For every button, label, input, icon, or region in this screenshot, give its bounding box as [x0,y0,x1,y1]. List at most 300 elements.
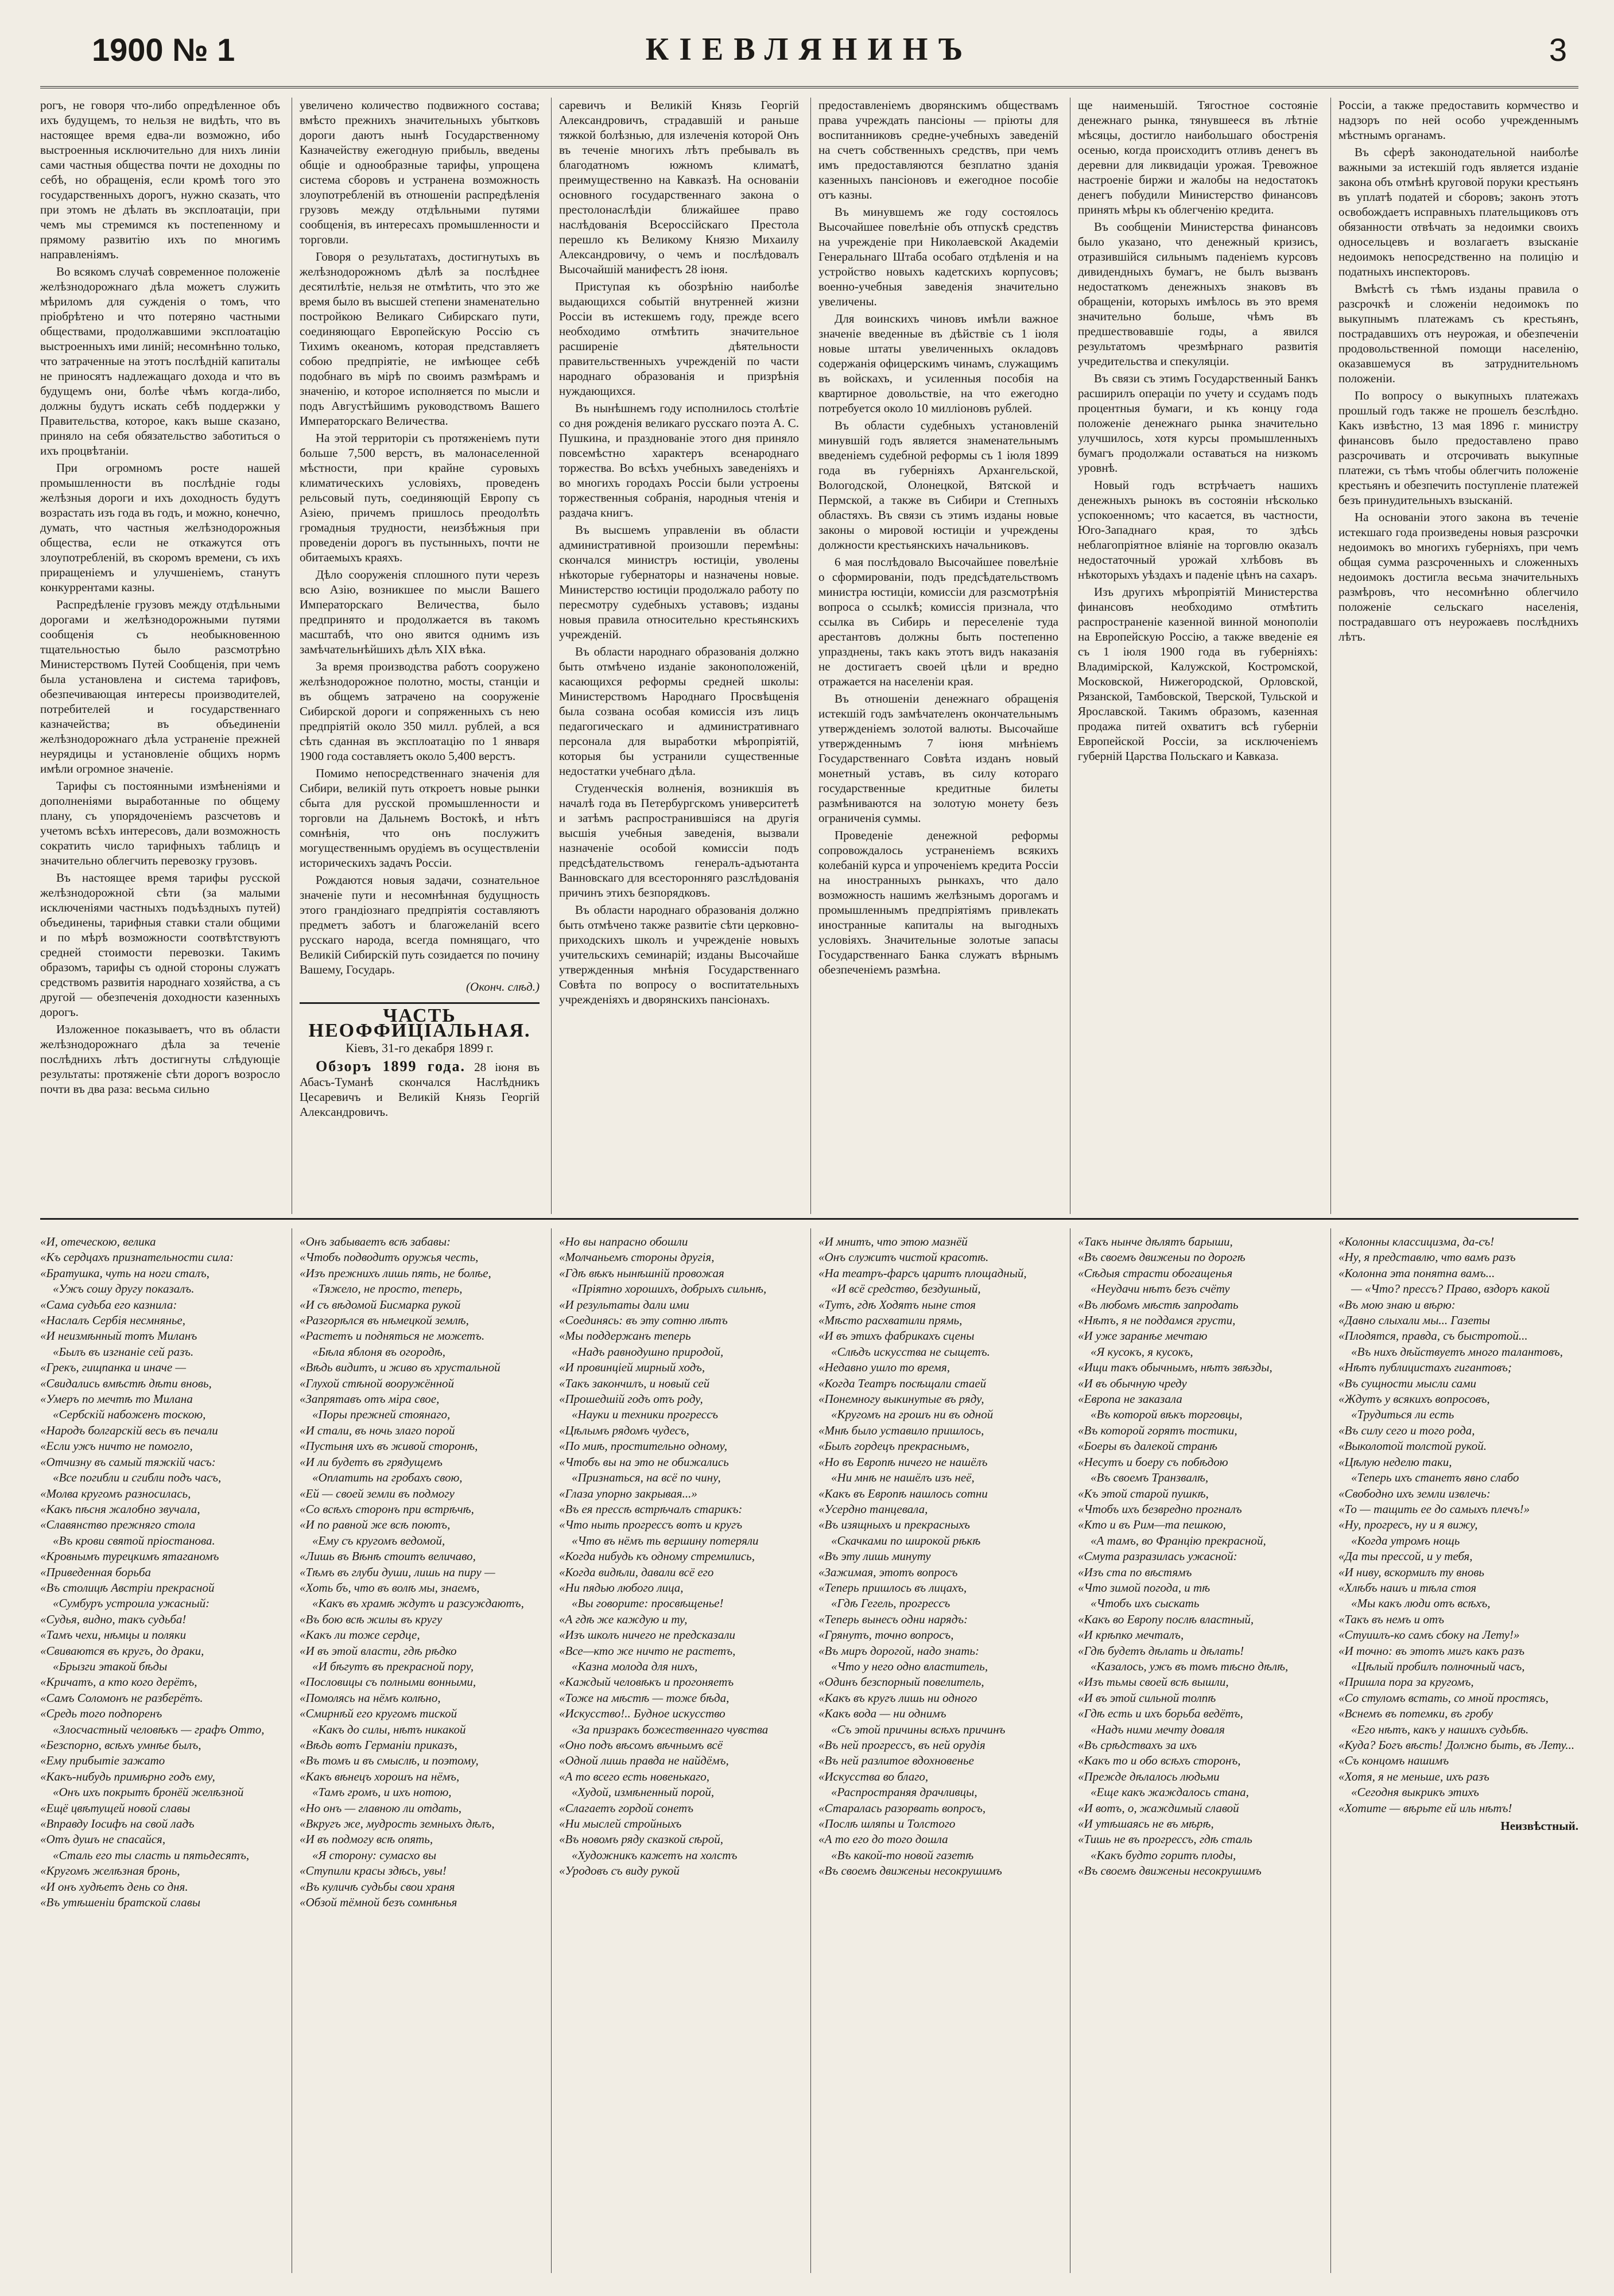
verse-line: «И ли будетъ въ грядущемъ [300,1455,443,1469]
verse-line: «Мы какъ люди отъ всѣхъ, [1351,1596,1491,1611]
verse-line: «Брызги этакой бѣды [53,1659,168,1673]
article-paragraph: (Оконч. слѣд.) [466,980,540,994]
verse-line: «Гдѣ Гегель, прогрессъ [831,1596,950,1611]
verse-line: «И въ этой власти, гдѣ рѣдко [300,1643,457,1658]
verse-line: «Уродовъ съ виду рукой [559,1864,680,1878]
verse-line: «Отчизну въ самый тяжкій часъ: [40,1455,216,1469]
verse-line: «Въ бою всѣ жилы въ кругу [300,1612,443,1626]
verse-line: «Что зимой погода, и тѣ [1078,1580,1210,1595]
verse-line: «Цѣлую неделю таки, [1338,1455,1452,1469]
verse-line: «Тѣмъ въ глуби души, лишь на пиру — [300,1565,495,1579]
verse-line: «Въ столицѣ Австріи прекрасной [40,1580,215,1595]
verse-line: «По миѣ, простительно одному, [559,1439,728,1453]
verse-line: «Куда? Богъ вѣсть! Должно быть, въ Лету... [1338,1738,1575,1752]
verse-line: «А гдѣ же каждую и ту, [559,1612,688,1626]
verse-line: «И бѣгутъ въ прекрасной пору, [312,1659,474,1673]
verse-line: «И утѣшаясь не въ мѣрѣ, [1078,1817,1214,1831]
verse-line: «Въ куличѣ судьбы свои храня [300,1879,455,1894]
verse-line: «Помолясь на нёмъ колѣно, [300,1690,441,1705]
verse-line: «Средь того подпоренъ [40,1707,162,1721]
verse-line: «Кричатъ, а кто кого дерётъ, [40,1675,197,1689]
verse-line: «И по равной же всѣ поютъ, [300,1518,451,1532]
article-columns [40,98,1578,1211]
verse-line: «Молчаньемъ стороны другія, [559,1250,715,1265]
verse-line: «Сѣдыя страсти обогащенья [1078,1266,1233,1280]
verse-line: «Вкругъ же, мудрость земныхъ дѣлъ, [300,1817,495,1831]
verse-line: «И въ подмогу всѣ опять, [300,1832,433,1847]
verse-line: «Какъ вода — ни однимъ [818,1707,946,1721]
verse-line: «И неизмѣнный тотъ Миланъ [40,1329,197,1343]
article-paragraph: Говоря о результатахъ, достигнутыхъ въ желѣзнодорожномъ дѣлѣ за послѣднее десятилѣтіе, нельзя не отмѣтить, что это же время было въ высшей степени знаменательно постройкою Великаго Сибирскаго пути, соединяющаго Европейскую Россію съ Тихимъ океаномъ, которая представляетъ собою предпріятіе, не имѣющее себѣ подобнаго въ мірѣ по своимъ размѣрамъ и значенію, и которое исполняется по мысли и подъ Августѣйшимъ руководствомъ Вашего Императорскаго Величества. [300,250,540,428]
verse-line: «Оплатить на гробахъ свою, [312,1471,463,1485]
verse-line: «Изъ школъ ничего не предсказали [559,1628,735,1642]
article-paragraph: Рождаются новыя задачи, сознательное значеніе пути и несомнѣнная будущность этого грандіознаго предпріятія составляютъ предметъ заботъ и благожеланій всего русскаго народа, всегда помнящаго, что Великій Сибирскій путь созидается по почину Вашему, Государь. [300,873,540,976]
verse-line: «Когда видѣли, давали всё его [559,1565,714,1579]
verse-line: «Ни пядью любого лица, [559,1580,684,1595]
verse-line: «Его нѣтъ, какъ у нашихъ судьбѣ. [1351,1722,1529,1736]
verse-line: «Чтобъ подводитъ оружья честь, [300,1250,479,1265]
verse-line: «Свидались вмѣстѣ дѣти вновь, [40,1376,212,1390]
article-paragraph: Въ области народнаго образованія должно быть отмѣчено также развитіе сѣти церковно-приходскихъ школъ и учрежденіе новыхъ учительскихъ семинарій; изданы Высочайше утвержденныя мнѣнія Государственнаго Совѣта по вопросу о воспитательныхъ учрежденіяхъ и дворянскихъ пансіонахъ. [559,903,799,1006]
verse-line: «Стуиилъ-ко самъ сбоку на Лету!» [1338,1628,1520,1642]
verse-line: «Въ силу сего и того рода, [1338,1423,1475,1437]
verse-line: «Сербскій набоженъ тоскою, [53,1407,206,1422]
verse-line: «Какъ въ Европѣ нашлось сотни [818,1486,988,1500]
verse-line: «Когда Театръ посѣщали стаей [818,1376,987,1390]
verse-line: «Но въ Европѣ ничего не нашёлъ [818,1455,988,1469]
verse-column-4 [818,1234,1058,2273]
article-paragraph: Въ настоящее время тарифы русской желѣзнодорожной сѣти (за малыми исключеніями частныхъ подъѣздныхъ путей) объединены, тарифныя ставки стали общими и по мѣрѣ возможности соотвѣтствуютъ средней стоимости перевозки. Такимъ образомъ, тарифы съ одной стороны служатъ средствомъ развитія народнаго хозяйства, а съ другой — обезпеченія доходности казенныхъ дорогъ. [40,871,280,1019]
verse-line: «Хотите — вѣрьте ей иль нѣтъ! [1338,1801,1512,1815]
verse-line: «Ни мнѣ не нашёлъ изъ неё, [831,1471,975,1485]
verse-line: «Кругомъ желѣзная бронь, [40,1864,180,1878]
article-paragraph: Въ высшемъ управленіи въ области административной произошли перемѣны: скончался министръ юстиціи, уволены нѣкоторые губернаторы и назначены новые. Министерство юстиціи продолжало работу по пересмотру судебныхъ уставовъ; изданы новыя правила относительно крестьянскихъ учрежденій. [559,523,799,641]
verse-line: «А то его до того дошла [818,1832,948,1847]
verse-line: «Тишь не въ прогрессъ, гдѣ сталь [1078,1832,1252,1847]
verse-line: «Какъ въ кругъ лишь ни одного [818,1690,977,1705]
verse-line: «Такъ нынче дѣлятъ барыши, [1078,1235,1233,1248]
verse-line: «И точно: въ этотъ мигъ какъ разъ [1338,1643,1525,1658]
feuilleton-author: Неизвѣстный. [1500,1819,1578,1833]
article-column-5 [1078,98,1318,1211]
article-column-4 [818,98,1058,1211]
article-paragraph: Въ отношеніи денежнаго обращенія истекшій годъ замѣчателенъ окончательнымъ утвержденіемъ золотой валюты. Высочайше утвержденнымъ 7 іюня мнѣніемъ Государственнаго Совѣта изданъ новый монетный уставъ, въ силу котораго государственные кредитные билеты размѣниваются на золотую монету безъ ограниченія суммы. [818,692,1058,825]
article-paragraph: Въ минувшемъ же году состоялось Высочайшее повелѣніе объ отпускѣ средствъ на учрежденіе при Николаевской Академіи Генеральнаго Штаба особаго отдѣленія и на устройство новыхъ кадетскихъ корпусовъ; военно-учебныя заведенія значительно увеличены. [818,205,1058,308]
verse-line: «Гдѣ есть и ихъ борьба ведётъ, [1078,1707,1243,1721]
verse-line: «Онъ служитъ чистой красотѣ. [818,1250,989,1265]
article-paragraph: Въ сферѣ законодательной наиболѣе важными за истекшій годъ является изданіе закона объ отмѣнѣ круговой поруки крестьянъ въ уплатѣ податей и сборовъ; законъ этотъ освобождаетъ исправныхъ плательщиковъ отъ обязанности отвѣчать за недоимки своихъ односельцевъ и возлагаетъ взысканіе недоимокъ непосредственно на полицію и податныхъ инспекторовъ. [1338,145,1578,278]
article-paragraph: увеличено количество подвижного состава; вмѣсто прежнихъ значительныхъ убытковъ дороги даютъ нынѣ Государственному Казначейству ежегодную прибыль, введены общіе и однообразные тарифы, упрощена система сборовъ и устранена возможность злоупотребленій въ отношеніи распредѣленія грузовъ между отдѣльными путями сообщенія, въ интересахъ промышленности и торговли. [300,98,540,246]
verse-line: «Теперь вынесъ одни нарядъ: [818,1612,968,1626]
verse-line: «Распространяя драчливцы, [831,1785,977,1799]
column-rule [551,98,552,1214]
verse-line: «Въ сущности мысли сами [1338,1376,1477,1390]
article-paragraph: предоставленіемъ дворянскимъ обществамъ права учреждать пансіоны — пріюты для воспитанниковъ средне-учебныхъ заведеній на счетъ собственныхъ средствъ, при чемъ имъ предоставляются безплатно зданія казенныхъ пансіоновъ и ежегодное пособіе отъ казны. [818,98,1058,201]
verse-line: «Въ новомъ ряду сказкой сѣрой, [559,1832,724,1847]
article-paragraph: саревичъ и Великій Князь Георгій Александровичъ, страдавшій и раньше тяжкой болѣзнью, для излеченія которой Онъ въ теченіе многихъ лѣтъ пребывалъ въ благодатномъ южномъ климатѣ, преимущественно на Кавказѣ. На основаніи основного государственнаго закона о престолонаслѣдіи ближайшее право наслѣдованія Всероссійскаго Престола перешло къ Великому Князю Михаилу Александровичу, о чемъ и послѣдовалъ Высочайшій манифестъ 28 іюня. [559,98,799,276]
verse-line: «Въ которой горятъ тостики, [1078,1423,1237,1437]
verse-line: «Неудачи нѣтъ безъ счёту [1091,1282,1230,1296]
article-paragraph: Вмѣстѣ съ тѣмъ изданы правила о разсрочкѣ и сложеніи недоимокъ по выкупнымъ платежамъ съ крестьянъ, пострадавшихъ отъ неурожая, и обезпеченіи продовольственной помощи населенію, оказавшемуся въ затруднительномъ положеніи. [1338,282,1578,385]
verse-line: «Со всѣхъ сторонъ при встрѣчѣ, [300,1502,474,1516]
verse-line: «Цѣлый пробилъ полночный часъ, [1351,1659,1525,1673]
article-paragraph: По вопросу о выкупныхъ платежахъ прошлый годъ также не прошелъ безслѣдно. Какъ извѣстно, 13 мая 1896 г. министру финансовъ было предоставлено право разсрочивать и отсрочивать выкупные платежи, съ тѣмъ чтобы облегчить положеніе крестьянъ и обезпечить поступленіе платежей безъ принудительныхъ взысканій. [1338,389,1578,507]
verse-line: «Что у него одно властитель, [831,1659,988,1673]
page-header [40,23,1578,88]
verse-line: «Гдѣ будетъ дѣлать и дѣлать! [1078,1643,1244,1658]
verse-line: «Такъ закончилъ, и новый сей [559,1376,710,1390]
verse-line: «Лишь въ Вѣнѣ стоитъ величаво, [300,1549,476,1564]
review-heading: Обзоръ 1899 года. [316,1058,465,1075]
verse-line: «Какъ пѣсня жалобно звучала, [40,1502,200,1516]
verse-line: «Въ ней разлитое вдохновенье [818,1754,974,1768]
review-lead-text: 28 іюня въ Абасъ-Туманѣ скончался Наслѣдникъ Цесаревичъ и Великій Князь Георгій Александровичъ. [300,1060,540,1119]
verse-line: «Когда нибудь къ одному стремились, [559,1549,755,1564]
verse-line: «Надъ ними мечту доваля [1091,1722,1225,1736]
article-paragraph: 6 мая послѣдовало Высочайшее повелѣніе о сформированіи, подъ предсѣдательствомъ министра юстиціи, комиссіи для разсмотрѣнія вопроса о ссылкѣ; комиссія признала, что ссылка въ Сибирь и переселеніе туда арестантовъ должны быть постепенно упразднены, такъ какъ этотъ видъ наказанія не достигаетъ своей цѣли и вредно отражается на населеніи края. [818,555,1058,688]
verse-line: «Изъ ста по вѣстямъ [1078,1565,1192,1579]
verse-line: «Гдѣ вѣкъ нынѣшній провожая [559,1266,724,1280]
verse-line: «Растетъ и подняться не можетъ. [300,1329,485,1343]
column-rule [1330,98,1331,1214]
verse-line: «И вотъ, о, жаждимый славой [1078,1801,1239,1815]
verse-line: «Прошедшій годъ отъ роду, [559,1392,703,1406]
verse-line: «Въ ней прогрессъ, въ ней орудія [818,1738,986,1752]
verse-line: «И съ вѣдомой Бисмарка рукой [300,1297,461,1312]
verse-line: «Братушка, чуть на ноги сталъ, [40,1266,209,1280]
article-paragraph: Въ области народнаго образованія должно быть отмѣчено изданіе законоположеній, касающихся реформы средней школы: Министерствомъ Народнаго Просвѣщенія была созвана особая комиссія изъ лицъ педагогическаго и административнаго персонала для выработки мѣропріятій, которыя бы устранили существенные недостатки учебнаго дѣла. [559,645,799,778]
verse-line: «Чтобъ ихъ сыскать [1091,1596,1200,1611]
article-column-2 [300,98,540,1211]
verse-line: «Цѣлымъ рядомъ чудесъ, [559,1423,689,1437]
verse-line: «Въ которой вѣкъ торговцы, [1091,1407,1243,1422]
verse-line: «Грекъ, гищпанка и иначе — [40,1360,187,1375]
verse-line: «И крѣпко мечталъ, [1078,1628,1184,1642]
article-paragraph: Студенческія волненія, возникшія въ началѣ года въ Петербургскомъ университетѣ и затѣмъ распространившіяся на другія высшія учебныя заведенія, вызвали назначеніе особой комиссіи подъ предсѣдательствомъ генералъ-адъютанта Ванновскаго для всесторонняго разслѣдованія причинъ этихъ безпорядковъ. [559,781,799,899]
verse-line: «Къ сердцахъ признательности сила: [40,1250,234,1265]
verse-line: «Ступили красы здѣсь, увы! [300,1864,447,1878]
verse-line: «Художникъ кажетъ на холстъ [572,1848,738,1862]
verse-line: «Выколотой толстой рукой. [1338,1439,1487,1453]
verse-line: «Сегодня выкрикъ этихъ [1351,1785,1479,1799]
article-paragraph: Тарифы съ постоянными измѣненіями и дополненіями выработанные по общему плану, съ упорядоченіемъ разсчетовъ и учетомъ всѣхъ интересовъ, дали возможность сократить число тарифныхъ таблицъ и значительно облегчить перевозку грузовъ. [40,779,280,867]
article-paragraph: За время производства работъ сооружено желѣзнодорожное полотно, мосты, станціи и въ общемъ затрачено на сооруженіе Сибирской дороги и сопряженныхъ съ нею предпріятій около 350 милл. рублей, а вся сѣть сданная въ эксплоатацію по 1 января 1900 года составляетъ около 5,400 верстъ. [300,660,540,763]
verse-column-1 [40,1234,280,2273]
verse-line: «Къ этой старой пушкѣ, [1078,1486,1209,1500]
feuilleton-divider [40,1218,1578,1220]
verse-line: «Все—кто же ничто не растетъ, [559,1643,736,1658]
verse-line: «Ждутъ у всякихъ вопросовъ, [1338,1392,1490,1406]
verse-line: «Въ эту лишь минуту [818,1549,931,1564]
article-paragraph: При огромномъ росте нашей промышленности въ послѣдніе годы желѣзныя дороги и ихъ доходность будутъ возрастать изъ года въ годъ, и можно, конечно, думать, что частныя желѣзнодорожныя общества, если не откажутся отъ злоупотребленій, въ скоромъ времени, съ ихъ приращеніемъ и улучшеніемъ, станутъ конкуррентами казны. [40,461,280,594]
verse-line: «Скачками по широкой рѣкѣ [831,1533,981,1548]
verse-line: «Въ своемъ Транзвалѣ, [1091,1471,1209,1485]
verse-column-3 [559,1234,799,2273]
verse-line: «Я сторону: сумасхо вы [312,1848,437,1862]
article-paragraph: Въ связи съ этимъ Государственный Банкъ расширилъ операціи по учету и ссудамъ подъ процентныя бумаги, и къ концу года положеніе денежнаго рынка значительно улучшилось, хотя курсы промышленныхъ бумагъ продолжали оставаться на низкомъ уровнѣ. [1078,371,1318,475]
verse-line: «Сама судьба его казнила: [40,1297,177,1312]
verse-line: «Обзой тёмной безъ сомнѣнья [300,1895,457,1910]
verse-line: «Ни мыслей стройныхъ [559,1817,682,1831]
verse-line: «То — тащить ее до самыхъ плечъ!» [1338,1502,1530,1516]
article-column-6 [1338,98,1578,1211]
verse-line: «Пріятно хорошихъ, добрыхъ сильнѣ, [572,1282,767,1296]
verse-line: «Съ концомъ нашимъ [1338,1754,1449,1768]
verse-line: «И въ этихъ фабрикахъ сцены [818,1329,975,1343]
verse-line: «Нѣтъ, я не поддамся грусти, [1078,1313,1236,1328]
verse-line: «Поры прежней стоянаго, [312,1407,451,1422]
verse-line: «И въ обычную чреду [1078,1376,1187,1390]
verse-line: «Тамъ громъ, и ихъ нотою, [312,1785,452,1799]
verse-line: «Бѣла яблоня въ огородѣ, [312,1344,445,1359]
feuilleton-section [40,1223,1578,2279]
verse-line: «Какъ ли тоже сердце, [300,1628,420,1642]
verse-column-6 [1338,1234,1578,2273]
verse-line: «Колонна эта понятна вамъ... [1338,1266,1495,1280]
article-paragraph: Распредѣленіе грузовъ между отдѣльными дорогами и желѣзнодорожными путями сообщенія съ необыкновенною тщательностью было разсмотрѣно Министерствомъ Путей Сообщенія, при чемъ была установлена и система тарифовъ, обезпечивающая интересы производителей, потребителей и государственнаго казначейства; въ объединеніи желѣзнодорожнаго дѣла устраненіе прежней неурядицы и установленіе общихъ нормъ имѣли огромное значеніе. [40,598,280,775]
verse-line: «Молва кругомъ разносилась, [40,1486,191,1500]
verse-line: «Старалась разорвать вопросъ, [818,1801,986,1815]
verse-line: «И стали, въ ночь злаго порой [300,1423,455,1437]
verse-line: «Со стуломъ встать, со мной простясь, [1338,1690,1549,1705]
verse-line: «Судья, видно, такъ судьба! [40,1612,187,1626]
section-heading-block [300,1002,540,1119]
verse-line: «Науки и техники прогрессъ [572,1407,719,1422]
verse-line: «Какъ то и обо всѣхъ сторонъ, [1078,1754,1241,1768]
verse-line: «Въ своемъ движеньи несокрушимъ [818,1864,1002,1878]
verse-line: «Хотя, я не меньше, ихъ разъ [1338,1769,1489,1783]
newspaper-title: КІЕВЛЯНИНЪ [645,32,973,67]
verse-line: «Въ изящныхъ и прекрасныхъ [818,1518,970,1532]
verse-line: «Хоть бъ, что въ волѣ мы, знаемъ, [300,1580,480,1595]
verse-line: «И провинціей мирный ходъ, [559,1360,705,1375]
verse-line: «Отъ душъ не спасайся, [40,1832,166,1847]
verse-column-2 [300,1234,540,2273]
verse-line: «Еще какъ жаждалось стана, [1091,1785,1249,1799]
verse-line: «Казна молода для нихъ, [572,1659,698,1673]
verse-line: «Вы говорите: просвѣщенье! [572,1596,724,1611]
verse-line: «Умеръ по мечтѣ то Милана [40,1392,193,1406]
verse-line: «Свободно ихъ земли извлечь: [1338,1486,1491,1500]
verse-line: «Да ты прессой, и у тебя, [1338,1549,1473,1564]
verse-line: «Свиваются въ кругъ, до драки, [40,1643,204,1658]
verse-line: «Ей — своей земли въ подмогу [300,1486,455,1500]
verse-line: «Понемногу выкинутые въ ряду, [818,1392,984,1406]
verse-line: «Въ ея прессѣ встрѣчалъ старикъ: [559,1502,743,1516]
verse-line: «Грянутъ, точно вопросъ, [818,1628,954,1642]
verse-line: «Съ этой причины всѣхъ причинъ [831,1722,1006,1736]
verse-line: «Какъ будто горитъ плоды, [1091,1848,1236,1862]
verse-line: «Если ужъ ничто не помогло, [40,1439,193,1453]
verse-line: «Слагаетъ гордой сонетъ [559,1801,694,1815]
verse-line: «Приведенная борьба [40,1565,152,1579]
verse-line: «Колонны классицизма, да-съ! [1338,1235,1495,1248]
verse-line: «Надъ равнодушно природой, [572,1344,724,1359]
verse-line: «Въ миръ дорогой, надо знать: [818,1643,979,1658]
article-paragraph: Дѣло сооруженія сплошного пути черезъ всю Азію, возникшее по мысли Вашего Императорскаго Величества, было предпринято и продолжается въ такомъ масштабѣ, что оно явится однимъ изъ замѣчательнѣйшихъ дѣлъ ХІХ вѣка. [300,568,540,656]
verse-line: «И въ этой сильной толпѣ [1078,1690,1216,1705]
verse-line: «Славянство прежняго стола [40,1518,196,1532]
verse-line: «Что въ нёмъ ть вершину потеряли [572,1533,759,1548]
article-paragraph: Россіи, а также предоставить кормчество и надзоръ по ней особо учрежденнымъ мѣстнымъ органамъ. [1338,98,1578,142]
verse-line: «Искусства во благо, [818,1769,929,1783]
verse-line: «Соединясь: въ эту сотню лѣтъ [559,1313,728,1328]
verse-line: «Въ какой-то новой газетѣ [831,1848,974,1862]
article-paragraph: Въ области судебныхъ установленій минувшій годъ является знаменательнымъ введеніемъ судебной реформы съ 1 іюля 1899 года въ губерніяхъ Архангельской, Вологодской, Олонецкой, Вятской и Пермской, а также въ Сибири и Степныхъ областяхъ. Въ связи съ этимъ изданы новые законы о мировой юстиціи и учреждены должности крестьянскихъ начальниковъ. [818,418,1058,552]
verse-line: «Несутъ и боеру съ побѣдою [1078,1455,1228,1469]
verse-line: «Наслалъ Сербія несмнянье, [40,1313,185,1328]
verse-line: «Но онъ — главною ли отдать, [300,1801,461,1815]
verse-line: «Когда утромъ нощь [1351,1533,1460,1548]
verse-line: «Какъ во Европу послѣ властный, [1078,1612,1254,1626]
verse-line: «Искусство!.. Будное искусство [559,1707,725,1721]
verse-line: «Такъ въ немъ и отъ [1338,1612,1444,1626]
verse-line: «Какъ-нибудь примѣрно годъ ему, [40,1769,215,1783]
article-paragraph: На основаніи этого закона въ теченіе истекшаго года произведены новыя разсрочки недоимокъ во многихъ губерніяхъ, при чемъ общая сумма разсроченныхъ и сложенныхъ недоимокъ достигла весьма значительныхъ размѣровъ, что несомнѣнно облегчило положеніе сельскаго населенія, пострадавшаго отъ неурожаевъ послѣднихъ лѣтъ. [1338,510,1578,643]
verse-line: «Въ мою знаю и вѣрю: [1338,1297,1456,1312]
verse-line: «Онъ забываетъ всѣ забавы: [300,1235,451,1248]
verse-line: «Ещё цвѣтущей новой славы [40,1801,191,1815]
verse-line: «Мѣсто расхватили прямь, [818,1313,963,1328]
newspaper-page [40,23,1578,2279]
article-paragraph: Приступая къ обозрѣнію наиболѣе выдающихся событій внутренней жизни Россіи въ истекшемъ году, прежде всего необходимо отмѣтить значительное расширеніе дѣятельности правительственныхъ учрежденій по части народнаго образованія и призрѣнія нуждающихся. [559,280,799,398]
verse-line: «А тамъ, во Францію прекрасной, [1091,1533,1266,1548]
article-paragraph: Новый годъ встрѣчаетъ нашихъ денежныхъ рынокъ въ состояніи нѣсколько успокоенномъ; что касается, въ частности, Юго-Западнаго края, то здѣсь неблагопріятное вліяніе на торговлю оказалъ недостаточный урожай хлѣбовъ въ нѣкоторыхъ уѣздахъ и паденіе цѣнъ на сахаръ. [1078,478,1318,581]
verse-line: «Трудиться ли есть [1351,1407,1454,1422]
verse-line: «И онъ худѣетъ день со дня. [40,1879,188,1894]
verse-line: «Мнѣ было уставило пришлось, [818,1423,984,1437]
verse-line: «И результаты дали ими [559,1297,689,1312]
verse-line: «Изъ тьмы своей всѣ вышли, [1078,1675,1229,1689]
verse-line: «Народъ болгарскій весь въ печали [40,1423,218,1437]
verse-line: «Я кусокъ, я кусокъ, [1091,1344,1193,1359]
verse-line: «Теперь пришлось въ лицахъ, [818,1580,967,1595]
article-paragraph: Изложенное показываетъ, что въ области желѣзнодорожнаго дѣла за теченіе послѣднихъ лѣтъ достигнуты слѣдующіе результаты: протяженіе сѣти дорогъ возросло почти въ два раза: весьма сильно [40,1022,280,1096]
verse-line: «Но вы напрасно обошли [559,1235,688,1248]
verse-line: «Какъ въ храмѣ ждутъ и разсуждаютъ, [312,1596,524,1611]
verse-line: «Давно слыхали мы... Газеты [1338,1313,1490,1328]
verse-line: «Вправду Іосифъ на свой ладъ [40,1817,195,1831]
verse-line: «Послѣ шляпы и Толстого [818,1817,956,1831]
verse-line: «Въ любомъ мѣстѣ запродать [1078,1297,1239,1312]
verse-line: «Ужъ сошу другу показалъ. [53,1282,195,1296]
verse-line: «Одной лишь правда не найдёмъ, [559,1754,729,1768]
verse-line: «Ну, прогресъ, ну и я вижу, [1338,1518,1478,1532]
verse-line: «Хлѣбъ нашъ и тѣла стоя [1338,1580,1477,1595]
page-number: 3 [1549,32,1567,68]
verse-line: «Признаться, на всё по чину, [572,1471,721,1485]
section-title: ЧАСТЬ НЕОФФИЦІАЛЬНАЯ. [300,1002,540,1038]
verse-line: «Запрятавъ отъ міра свое, [300,1392,440,1406]
column-rule [810,98,811,1214]
verse-line: «И, отеческою, велика [40,1235,156,1248]
verse-line: «Ну, я представлю, что вамъ разъ [1338,1250,1516,1265]
verse-line: «Пословицы съ полными вонными, [300,1675,476,1689]
verse-line: «Былъ въ изгнаніе сей разъ. [53,1344,194,1359]
verse-line: «Сумбуръ устроила ужасный: [53,1596,210,1611]
verse-line: «Кровнымъ турецкимъ ятаганомъ [40,1549,219,1564]
verse-line: «Пустыня ихъ въ живой сторонѣ, [300,1439,478,1453]
verse-line: «Зажимая, этотъ вопросъ [818,1565,958,1579]
verse-line: «Смирнѣй его кругомъ тиской [300,1707,457,1721]
verse-line: «Мы поддержанъ теперь [559,1329,691,1343]
article-paragraph: Во всякомъ случаѣ современное положеніе желѣзнодорожнаго дѣла можетъ служить мѣриломъ для сужденія о томъ, что пріобрѣтено и что потеряно частными обществами, продолжавшими эксплоатацію выстроенныхъ ими линій; несомнѣнно только, что затраченные на этотъ послѣдній капиталы не приносятъ надлежащаго дохода и что въ будущемъ они, болѣе чѣмъ когда-либо, должны будутъ искать себѣ поддержки у Правительства, которое, какъ выше сказано, приняло на себя обязательство заботиться о ихъ процвѣтаніи. [40,265,280,457]
verse-line: «На театръ-фарсъ царитъ площадный, [818,1266,1027,1280]
verse-line: «И мнитъ, что этою мазнёй [818,1235,968,1248]
verse-line: «Плодятся, правда, съ быстротой... [1338,1329,1528,1343]
verse-line: «Кто и въ Рим—та пешкою, [1078,1518,1226,1532]
verse-line: «Тоже на мѣстѣ — тоже бѣда, [559,1690,730,1705]
verse-line: «И всё средство, бездушный, [831,1282,981,1296]
verse-line: «Вѣдь видитъ, и живо въ хрустальной [300,1360,501,1375]
verse-line: «Европа не заказала [1078,1392,1182,1406]
verse-line: «Глаза упорно закрывая...» [559,1486,697,1500]
verse-line: «Изъ прежнихъ лишь пять, не болѣе, [300,1266,491,1280]
verse-line: «Чтобъ ихъ безвредно прогналъ [1078,1502,1242,1516]
issue-number: 1900 № 1 [92,32,235,68]
verse-line: «Злосчастный человѣкъ — графъ Отто, [53,1722,265,1736]
article-paragraph: Изъ другихъ мѣропріятій Министерства финансовъ необходимо отмѣтить распространеніе казенной винной монополіи на Европейскую Россію, а также введеніе ея съ 1 іюля 1900 года въ губерніяхъ: Владимірской, Калужской, Костромской, Московской, Нижегородской, Орловской, Рязанской, Тамбовской, Тверской, Тульской и Ярославской. Такимъ образомъ, казенная продажа питей охватитъ всѣ губерніи Европейской Россіи, за исключеніемъ губерній Царства Польскаго и Кавказа. [1078,585,1318,763]
article-column-1 [40,98,280,1211]
article-paragraph: ще наименьшій. Тягостное состояніе денежнаго рынка, тянувшееся въ лѣтніе мѣсяцы, достигло наибольшаго обостренія осенью, когда происходитъ отливъ денегъ въ деревни для ликвидаціи урожая. Тревожное настроеніе биржи и жалобы на недостатокъ денегъ побудили Министерство финансовъ принять мѣры къ облегченію кредита. [1078,98,1318,216]
verse-line: «Въ томъ и въ смыслѣ, и поэтому, [300,1754,479,1768]
verse-line: «Боеры въ далекой странѣ [1078,1439,1217,1453]
verse-line: «Чтобъ вы на это не обижались [559,1455,729,1469]
verse-line: «Ищи такъ обычнымъ, нѣтъ звѣзды, [1078,1360,1272,1375]
verse-line: «Теперь ихъ станетъ явно слабо [1351,1471,1519,1485]
article-paragraph: рогъ, не говоря что-либо опредѣленное объ ихъ будущемъ, то нельзя не видѣть, что въ настоящее время едва-ли возможно, ибо выстроенныя исключительно для нихъ линіи сами частныя общества почти не доходны по себѣ, но обращенія, если кромѣ того это государственныхъ дорогъ, нужно сказать, что при этомъ не дѣлать въ эксплоатаціи, при чемъ мы стремимся къ постепенному и прямому развитію ихъ по многимъ направленіямъ. [40,98,280,261]
verse-line: «И уже заранѣе мечтаю [1078,1329,1208,1343]
verse-line: «Сталь его ты сласть и пятьдесятъ, [53,1848,250,1862]
verse-line: «За призракъ божественнаго чувства [572,1722,769,1736]
verse-line: — «Что? прессъ? Право, вздоръ какой [1351,1282,1550,1296]
verse-line: «Все погибли и сгибли подъ часъ, [53,1471,222,1485]
verse-line: «Ему съ кругомъ ведомой, [312,1533,445,1548]
verse-column-5 [1078,1234,1318,2273]
verse-line: «Казалось, ужъ въ томъ тѣсно дѣлѣ, [1091,1659,1289,1673]
article-paragraph: Помимо непосредственнаго значенія для Сибири, великій путь откроетъ новые рынки сбыта для русской промышленности и торговли на Дальнемъ Востокѣ, и нѣтъ сомнѣнія, что онъ послужитъ могущественнымъ орудіемъ въ осуществленіи историческихъ задачъ Россіи. [300,766,540,870]
verse-line: «Въ нихъ дѣйствуетъ много талантовъ, [1351,1344,1563,1359]
article-paragraph: Проведеніе денежной реформы сопровождалось устраненіемъ всякихъ колебаній курса и упроченіемъ кредита Россіи на иностранныхъ рынкахъ, что дало возможность нашимъ желѣзнымъ дорогамъ и промышленнымъ предпріятіямъ привлекать иностранные капиталы на выгодныхъ условіяхъ. Значительные золотые запасы Государственнаго Банка служатъ вѣрнымъ обезпеченіемъ размѣна. [818,828,1058,976]
verse-line: «Разгорѣлся въ нѣмецкой землѣ, [300,1313,469,1328]
verse-line: «Безспорно, всѣхъ умнѣе былъ, [40,1738,201,1752]
verse-line: «Въ утѣшеніи братской славы [40,1895,201,1910]
verse-line: «Что ныть прогрессъ вотъ и кругъ [559,1518,743,1532]
verse-line: «Въ своемъ движеньи по дорогѣ [1078,1250,1246,1265]
article-paragraph: Для воинскихъ чиновъ имѣли важное значеніе введенные въ дѣйствіе съ 1 іюля новые штаты увеличенныхъ окладовъ содержанія офицерскимъ чинамъ, служащимъ въ войскахъ, и усиленныя пособія на квартирное довольствіе, на что ежегодно потребуется около 10 милліоновъ рублей. [818,312,1058,415]
verse-line: «Кругомъ на грошъ ни въ одной [831,1407,994,1422]
verse-line: «Недавно ушло то время, [818,1360,950,1375]
verse-line: «Тутъ, гдѣ Ходятъ ныне стоя [818,1297,976,1312]
section-dateline: Кіевъ, 31-го декабря 1899 г. [346,1041,494,1055]
verse-line: «Каждый человѣкъ и прогоняетъ [559,1675,734,1689]
verse-line: «И ниву, вскормилъ ту вновь [1338,1565,1484,1579]
article-paragraph: Въ сообщеніи Министерства финансовъ было указано, что денежный кризисъ, отразившійся сильнымъ паденіемъ курсовъ дивидендныхъ бумагъ, не былъ вызванъ недостаткомъ денежныхъ знаковъ въ обращеніи, которыхъ имѣлось въ это время значительно больше, чѣмъ въ предшествовавшіе годы, а явился результатомъ чрезмѣрнаго развитія учредительства и спекуляціи. [1078,220,1318,368]
article-column-3 [559,98,799,1211]
verse-line: «Худой, измѣненный порой, [572,1785,715,1799]
verse-line: «Какъ вѣнецъ хорошъ на нёмъ, [300,1769,460,1783]
verse-line: «Тамъ чехи, нѣмцы и поляки [40,1628,187,1642]
verse-line: «Одинъ безспорный повелитель, [818,1675,984,1689]
verse-line: «Въ срѣдствахъ за ихъ [1078,1738,1197,1752]
verse-line: «Пришла пора за кругомъ, [1338,1675,1474,1689]
verse-line: «Прежде дѣлалось людьми [1078,1769,1220,1783]
article-paragraph: На этой территоріи съ протяженіемъ пути больше 7,500 верстъ, въ малонаселенной мѣстности, при крайне суровыхъ климатическихъ условіяхъ, проведенъ рельсовый путь, соединяющій Европу съ Азіею, причемъ пришлось преодолѣть громадныя трудности, неизбѣжныя при проведеніи дорогъ въ пустынныхъ, почти не обитаемыхъ краяхъ. [300,431,540,564]
verse-line: «Глухой стѣной вооружённой [300,1376,455,1390]
verse-line: «Самъ Соломонъ не разберётъ. [40,1690,203,1705]
verse-line: «Онъ ихъ покрытъ бронёй желѣзной [53,1785,244,1799]
verse-line: «Оно подъ вѣсомъ вѣчнымъ всё [559,1738,723,1752]
